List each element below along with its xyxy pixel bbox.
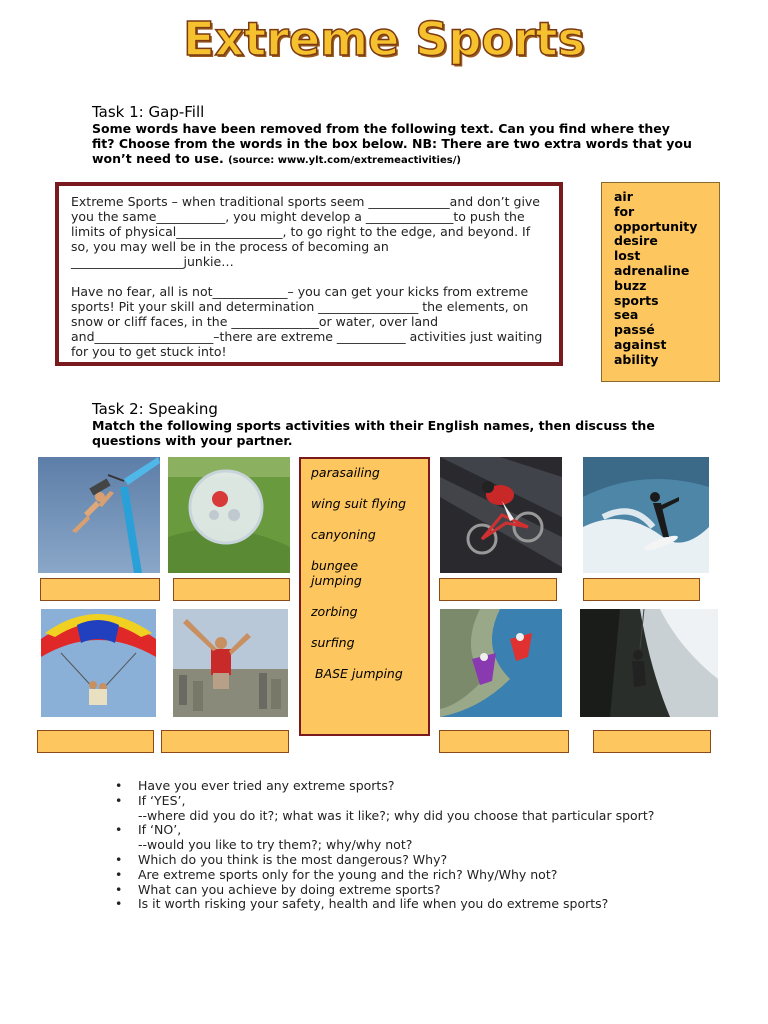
task1-source: (source: www.ylt.com/extremeactivities/) — [228, 155, 461, 166]
bmx-photo — [440, 457, 562, 573]
activity-item: wing suit flying — [311, 496, 407, 511]
worksheet-title: Extreme Sports — [183, 12, 585, 66]
question-text: What can you achieve by doing extreme sports? — [138, 881, 441, 897]
question-item — [115, 853, 675, 868]
passage-paragraph-1: Extreme Sports – when traditional sports seem _____________and don’t give you the same___________, you might develop a ______________to push the limits of physical_________________, to go right to the edge, and beyond. If so, you may well be in the process of becoming an __________________junkie… — [71, 194, 541, 269]
answer-box[interactable] — [593, 730, 711, 753]
activities-box — [299, 457, 430, 736]
word-item: buzz — [614, 277, 647, 293]
question-item — [115, 794, 675, 824]
task1-instructions-text: Some words have been removed from the following text. Can you find where they fit? Choose from the words in the box below. NB: There are two extra words that you won’t need to use. — [92, 121, 692, 166]
word-item: passé — [614, 322, 655, 338]
question-text: Have you ever tried any extreme sports? — [138, 778, 395, 793]
answer-box[interactable] — [40, 578, 160, 601]
question-text: Which do you think is the most dangerous? Why? — [138, 851, 448, 867]
question-text: Is it worth risking your safety, health and life when you do extreme sports? — [138, 896, 609, 912]
question-text: If ‘YES’, — [138, 792, 186, 808]
question-text: If ‘NO’, — [138, 822, 182, 838]
question-item — [115, 883, 675, 898]
wingsuit-photo — [440, 609, 562, 717]
word-item: air — [614, 189, 633, 204]
task2-heading: Task 2: Speaking — [92, 400, 218, 418]
activity-item: surfing — [311, 635, 355, 650]
passage-paragraph-2: Have no fear, all is not____________– you can get your kicks from extreme sports! Pit your skill and determination ________________ the elements, on snow or cliff faces, in the ______________or water, over land and___________________–there are extreme ___________ activities just waiting for you to get stuck into! — [71, 284, 543, 359]
answer-box[interactable] — [161, 730, 289, 753]
answer-box[interactable] — [173, 578, 290, 601]
task1-instructions — [92, 121, 692, 168]
task2-instructions: Match the following sports activities with their English names, then discuss the questions with your partner. — [92, 418, 655, 448]
question-subtext: --where did you do it?; what was it like?; why did you choose that particular sport? — [138, 807, 655, 823]
discussion-questions — [115, 779, 675, 912]
question-text: Are extreme sports only for the young and the rich? Why/Why not? — [138, 866, 558, 882]
word-item: ability — [614, 351, 659, 367]
answer-box[interactable] — [583, 578, 700, 601]
word-item: opportunity — [614, 218, 698, 234]
word-box — [601, 182, 720, 382]
activity-item: BASE jumping — [315, 666, 403, 681]
question-item — [115, 823, 675, 853]
question-item — [115, 779, 675, 794]
word-item: against — [614, 336, 667, 352]
word-item: adrenaline — [614, 262, 690, 278]
gap-fill-passage — [55, 182, 563, 366]
word-item: lost — [614, 248, 641, 264]
task1-heading: Task 1: Gap-Fill — [92, 103, 205, 121]
bungee-photo — [38, 457, 160, 573]
word-item: desire — [614, 233, 658, 249]
word-item: sea — [614, 307, 639, 323]
canyoning-photo — [580, 609, 718, 717]
question-subtext: --would you like to try them?; why/why not? — [138, 837, 413, 853]
question-item — [115, 897, 675, 912]
activity-item: bungee jumping — [311, 558, 362, 588]
zorbing-photo — [168, 457, 290, 573]
word-item: sports — [614, 292, 659, 308]
answer-box[interactable] — [439, 730, 569, 753]
parasailing-photo — [41, 609, 156, 717]
word-item: for — [614, 203, 635, 219]
base-jumping-photo — [173, 609, 288, 717]
answer-box[interactable] — [439, 578, 557, 601]
question-item — [115, 868, 675, 883]
activity-item: zorbing — [311, 604, 358, 619]
answer-box[interactable] — [37, 730, 154, 753]
activity-item: parasailing — [311, 465, 380, 480]
activity-item: canyoning — [311, 527, 376, 542]
surfing-photo — [583, 457, 709, 573]
